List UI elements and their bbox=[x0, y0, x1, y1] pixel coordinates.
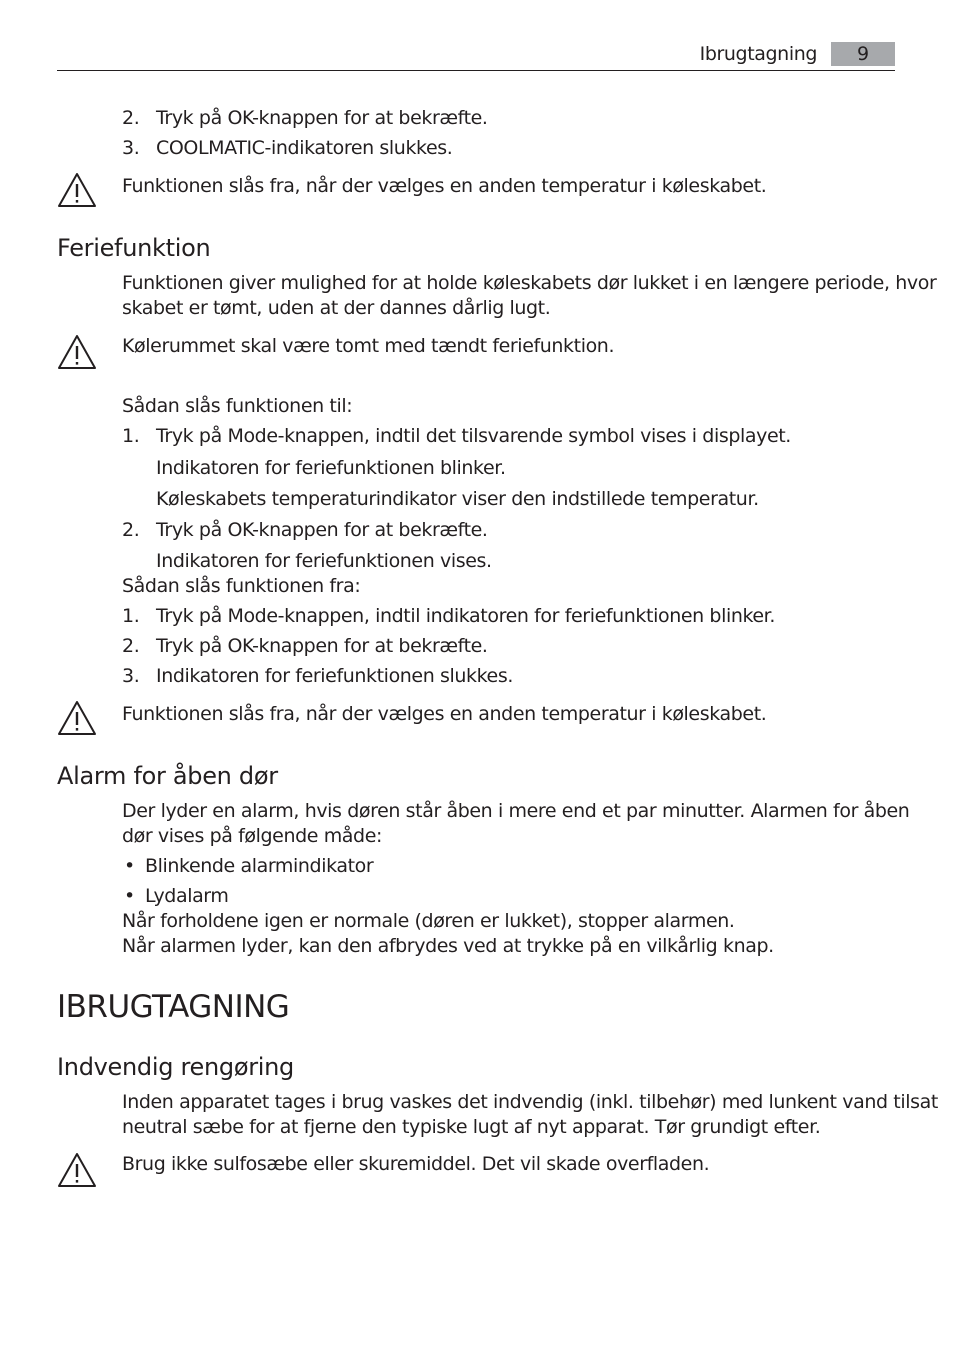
warning-text: Funktionen slås fra, når der vælges en anden temperatur i køleskabet. bbox=[122, 703, 767, 725]
paragraph-line: Når alarmen lyder, kan den afbrydes ved at trykke på en vilkårlig knap. bbox=[122, 935, 774, 957]
bullet-dot: • bbox=[124, 885, 135, 907]
paragraph-line: Der lyder en alarm, hvis døren står åben i mere end et par minutter. Alarmen for åben bbox=[122, 800, 910, 822]
step-number: 1. bbox=[122, 425, 140, 447]
chapter-heading: IBRUGTAGNING bbox=[57, 989, 290, 1025]
list-item: Lydalarm bbox=[145, 885, 229, 907]
warning-triangle-icon bbox=[57, 334, 97, 370]
step-subtext: Indikatoren for feriefunktionen blinker. bbox=[156, 457, 506, 479]
warning-text: Kølerummet skal være tomt med tændt feriefunktion. bbox=[122, 335, 615, 357]
step-number: 2. bbox=[122, 635, 140, 657]
warning-triangle-icon bbox=[57, 172, 97, 208]
warning-triangle-icon bbox=[57, 1152, 97, 1188]
bullet-dot: • bbox=[124, 855, 135, 877]
header-rule bbox=[57, 70, 895, 71]
step-text: COOLMATIC-indikatoren slukkes. bbox=[156, 137, 453, 159]
step-number: 3. bbox=[122, 137, 140, 159]
paragraph-line: Funktionen giver mulighed for at holde køleskabets dør lukket i en længere periode, hvor bbox=[122, 272, 937, 294]
step-text: Indikatoren for feriefunktionen slukkes. bbox=[156, 665, 513, 687]
section-heading-feriefunktion: Feriefunktion bbox=[57, 234, 211, 262]
step-text: Tryk på OK-knappen for at bekræfte. bbox=[156, 519, 488, 541]
step-text: Tryk på Mode-knappen, indtil det tilsvarende symbol vises i displayet. bbox=[156, 425, 791, 447]
step-subtext: Køleskabets temperaturindikator viser den indstillede temperatur. bbox=[156, 488, 759, 510]
step-text: Tryk på Mode-knappen, indtil indikatoren for feriefunktionen blinker. bbox=[156, 605, 775, 627]
warning-text: Funktionen slås fra, når der vælges en anden temperatur i køleskabet. bbox=[122, 175, 767, 197]
paragraph-line: Inden apparatet tages i brug vaskes det indvendig (inkl. tilbehør) med lunkent vand tilsat bbox=[122, 1091, 938, 1113]
step-text: Tryk på OK-knappen for at bekræfte. bbox=[156, 107, 488, 129]
step-number: 2. bbox=[122, 107, 140, 129]
warning-triangle-icon bbox=[57, 700, 97, 736]
paragraph-line: dør vises på følgende måde: bbox=[122, 825, 383, 847]
header-section-title: Ibrugtagning bbox=[699, 43, 817, 65]
step-text: Tryk på OK-knappen for at bekræfte. bbox=[156, 635, 488, 657]
page-number: 9 bbox=[831, 42, 895, 66]
section-heading-alarm: Alarm for åben dør bbox=[57, 762, 278, 790]
step-number: 1. bbox=[122, 605, 140, 627]
warning-text: Brug ikke sulfosæbe eller skuremiddel. Det vil skade overfladen. bbox=[122, 1153, 710, 1175]
procedure-intro-on: Sådan slås funktionen til: bbox=[122, 395, 353, 417]
step-number: 3. bbox=[122, 665, 140, 687]
list-item: Blinkende alarmindikator bbox=[145, 855, 374, 877]
paragraph-line: Når forholdene igen er normale (døren er lukket), stopper alarmen. bbox=[122, 910, 735, 932]
paragraph-line: skabet er tømt, uden at der dannes dårlig lugt. bbox=[122, 297, 551, 319]
paragraph-line: neutral sæbe for at fjerne den typiske lugt af nyt apparat. Tør grundigt efter. bbox=[122, 1116, 821, 1138]
section-heading-rengoering: Indvendig rengøring bbox=[57, 1053, 294, 1081]
step-subtext: Indikatoren for feriefunktionen vises. bbox=[156, 550, 492, 572]
procedure-intro-off: Sådan slås funktionen fra: bbox=[122, 575, 361, 597]
step-number: 2. bbox=[122, 519, 140, 541]
